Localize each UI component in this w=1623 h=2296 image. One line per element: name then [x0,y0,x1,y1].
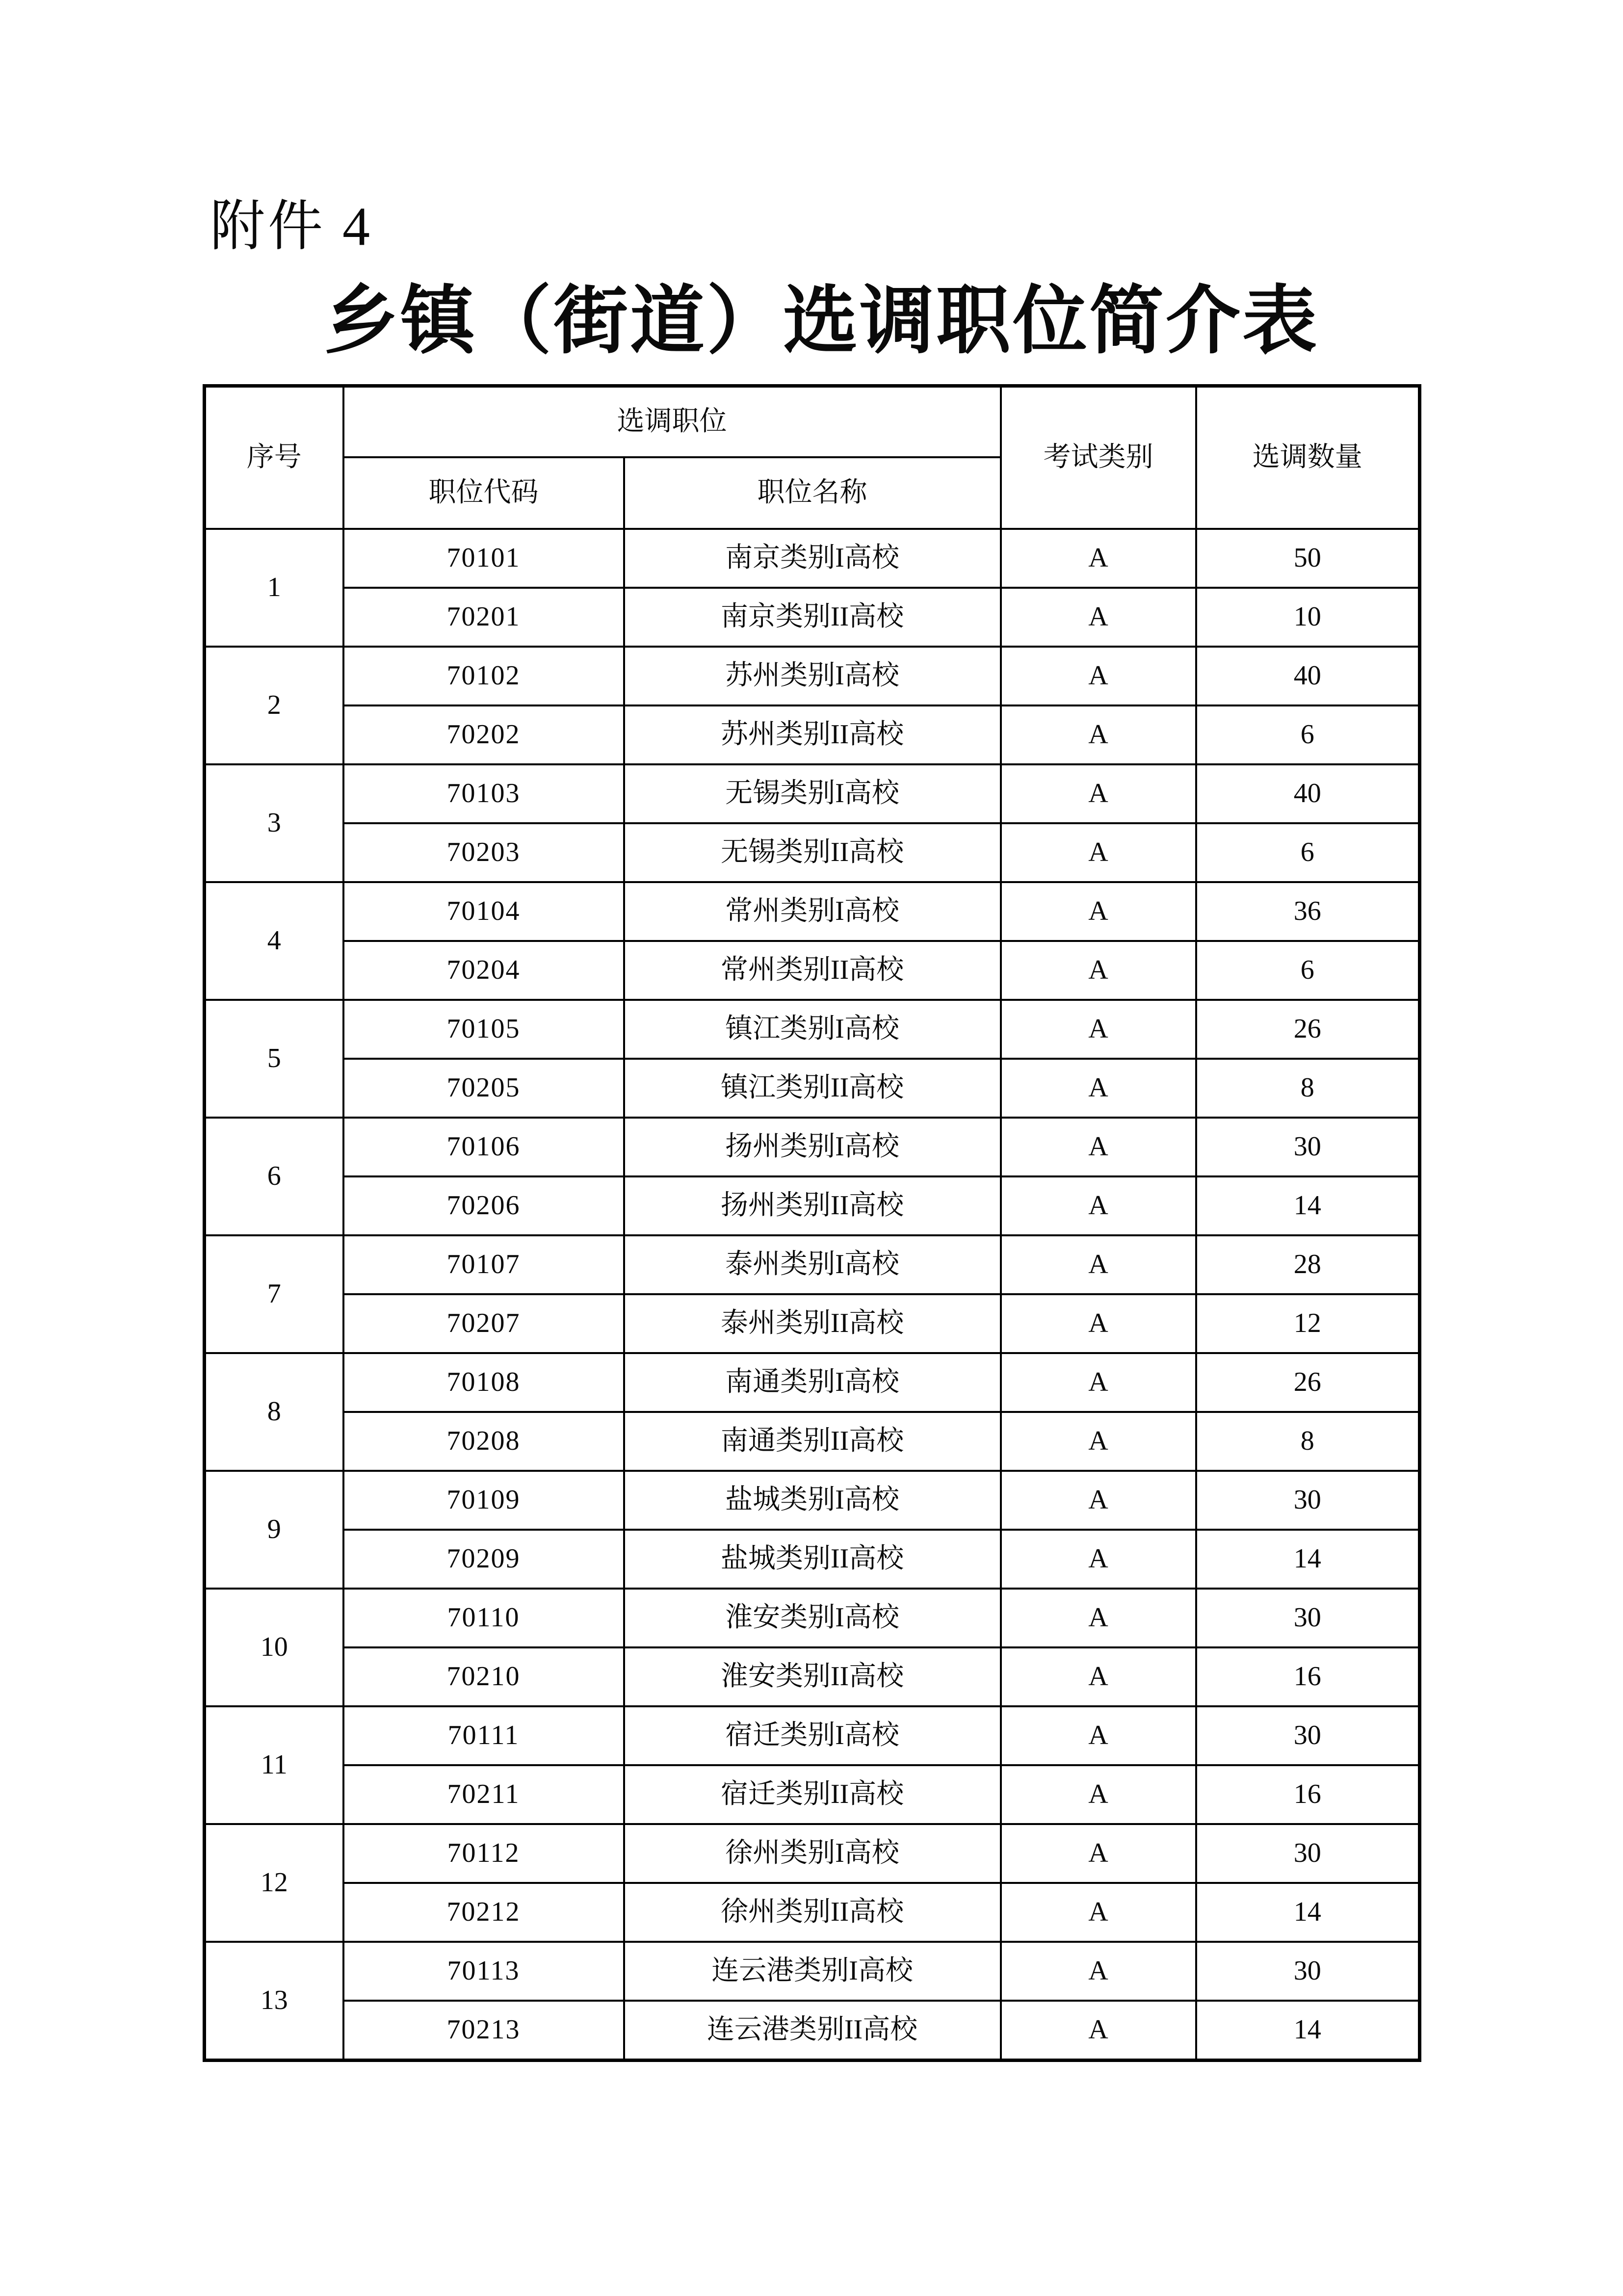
quantity-cell: 36 [1196,882,1420,941]
serial-cell: 10 [205,1589,343,1706]
header-exam-category: 考试类别 [1001,386,1196,529]
category-cell: A [1001,1118,1196,1176]
code-cell: 70204 [343,941,624,1000]
category-cell: A [1001,1471,1196,1530]
name-cell: 南通类别II高校 [624,1412,1001,1471]
serial-cell: 2 [205,647,343,764]
header-serial: 序号 [205,386,343,529]
header-position-name: 职位名称 [624,457,1001,529]
quantity-cell: 40 [1196,647,1420,705]
category-cell: A [1001,1235,1196,1294]
name-cell: 徐州类别II高校 [624,1883,1001,1942]
category-cell: A [1001,1824,1196,1883]
name-cell: 徐州类别I高校 [624,1824,1001,1883]
name-cell: 连云港类别II高校 [624,2001,1001,2061]
category-cell: A [1001,1589,1196,1647]
table-row [205,1589,1420,1647]
quantity-cell: 26 [1196,1000,1420,1059]
table-row [205,764,1420,823]
quantity-cell: 30 [1196,1471,1420,1530]
quantity-cell: 6 [1196,823,1420,882]
name-cell: 南通类别I高校 [624,1353,1001,1412]
code-cell: 70110 [343,1589,624,1647]
quantity-cell: 8 [1196,1412,1420,1471]
code-cell: 70210 [343,1647,624,1706]
positions-table [203,384,1421,2062]
name-cell: 无锡类别I高校 [624,764,1001,823]
code-cell: 70113 [343,1942,624,2001]
table-row [205,1235,1420,1294]
category-cell: A [1001,1059,1196,1118]
table-row [205,1294,1420,1353]
code-cell: 70109 [343,1471,624,1530]
category-cell: A [1001,1765,1196,1824]
code-cell: 70106 [343,1118,624,1176]
name-cell: 连云港类别I高校 [624,1942,1001,2001]
quantity-cell: 30 [1196,1942,1420,2001]
quantity-cell: 40 [1196,764,1420,823]
name-cell: 泰州类别II高校 [624,1294,1001,1353]
serial-cell: 7 [205,1235,343,1353]
table-row [205,1883,1420,1942]
quantity-cell: 14 [1196,1530,1420,1589]
category-cell: A [1001,705,1196,764]
name-cell: 苏州类别II高校 [624,705,1001,764]
quantity-cell: 28 [1196,1235,1420,1294]
category-cell: A [1001,1412,1196,1471]
category-cell: A [1001,1176,1196,1235]
category-cell: A [1001,1294,1196,1353]
name-cell: 扬州类别I高校 [624,1118,1001,1176]
quantity-cell: 30 [1196,1118,1420,1176]
name-cell: 盐城类别II高校 [624,1530,1001,1589]
category-cell: A [1001,1706,1196,1765]
table-row [205,1353,1420,1412]
serial-cell: 6 [205,1118,343,1235]
table-row [205,647,1420,705]
table-row [205,588,1420,647]
header-quantity: 选调数量 [1196,386,1420,529]
table-row [205,1824,1420,1883]
category-cell: A [1001,764,1196,823]
code-cell: 70101 [343,529,624,588]
code-cell: 70213 [343,2001,624,2061]
code-cell: 70208 [343,1412,624,1471]
page-title: 乡镇（街道）选调职位简介表 [324,280,1319,363]
code-cell: 70202 [343,705,624,764]
name-cell: 常州类别I高校 [624,882,1001,941]
quantity-cell: 30 [1196,1706,1420,1765]
name-cell: 无锡类别II高校 [624,823,1001,882]
serial-cell: 4 [205,882,343,1000]
quantity-cell: 6 [1196,705,1420,764]
quantity-cell: 30 [1196,1589,1420,1647]
quantity-cell: 16 [1196,1765,1420,1824]
table-row [205,529,1420,588]
code-cell: 70103 [343,764,624,823]
category-cell: A [1001,1942,1196,2001]
code-cell: 70207 [343,1294,624,1353]
name-cell: 镇江类别II高校 [624,1059,1001,1118]
code-cell: 70212 [343,1883,624,1942]
name-cell: 淮安类别II高校 [624,1647,1001,1706]
serial-cell: 8 [205,1353,343,1471]
table-row [205,1118,1420,1176]
code-cell: 70209 [343,1530,624,1589]
category-cell: A [1001,1647,1196,1706]
name-cell: 宿迁类别II高校 [624,1765,1001,1824]
quantity-cell: 50 [1196,529,1420,588]
name-cell: 宿迁类别I高校 [624,1706,1001,1765]
name-cell: 淮安类别I高校 [624,1589,1001,1647]
table-row [205,1530,1420,1589]
code-cell: 70105 [343,1000,624,1059]
category-cell: A [1001,1530,1196,1589]
header-position-code: 职位代码 [343,457,624,529]
table-row [205,1647,1420,1706]
table-row [205,705,1420,764]
name-cell: 扬州类别II高校 [624,1176,1001,1235]
serial-cell: 5 [205,1000,343,1118]
attachment-label: 附件 4 [210,196,373,257]
name-cell: 镇江类别I高校 [624,1000,1001,1059]
table-row [205,1176,1420,1235]
table-row [205,1765,1420,1824]
serial-cell: 1 [205,529,343,647]
quantity-cell: 30 [1196,1824,1420,1883]
code-cell: 70108 [343,1353,624,1412]
category-cell: A [1001,1353,1196,1412]
quantity-cell: 14 [1196,1176,1420,1235]
code-cell: 70201 [343,588,624,647]
name-cell: 盐城类别I高校 [624,1471,1001,1530]
name-cell: 泰州类别I高校 [624,1235,1001,1294]
table-row [205,1471,1420,1530]
table-row [205,882,1420,941]
table-row [205,1059,1420,1118]
code-cell: 70107 [343,1235,624,1294]
code-cell: 70205 [343,1059,624,1118]
name-cell: 苏州类别I高校 [624,647,1001,705]
category-cell: A [1001,588,1196,647]
quantity-cell: 10 [1196,588,1420,647]
table-row [205,1000,1420,1059]
name-cell: 南京类别I高校 [624,529,1001,588]
category-cell: A [1001,823,1196,882]
serial-cell: 13 [205,1942,343,2061]
code-cell: 70211 [343,1765,624,1824]
quantity-cell: 16 [1196,1647,1420,1706]
table-row [205,1706,1420,1765]
quantity-cell: 14 [1196,1883,1420,1942]
quantity-cell: 14 [1196,2001,1420,2061]
category-cell: A [1001,1000,1196,1059]
serial-cell: 12 [205,1824,343,1942]
table-row [205,941,1420,1000]
header-position-group: 选调职位 [343,386,1001,458]
table-row [205,2001,1420,2061]
serial-cell: 3 [205,764,343,882]
table-row [205,1942,1420,2001]
name-cell: 南京类别II高校 [624,588,1001,647]
category-cell: A [1001,882,1196,941]
category-cell: A [1001,647,1196,705]
category-cell: A [1001,529,1196,588]
quantity-cell: 6 [1196,941,1420,1000]
code-cell: 70104 [343,882,624,941]
category-cell: A [1001,941,1196,1000]
quantity-cell: 8 [1196,1059,1420,1118]
category-cell: A [1001,2001,1196,2061]
table-row [205,823,1420,882]
table-row [205,1412,1420,1471]
category-cell: A [1001,1883,1196,1942]
code-cell: 70102 [343,647,624,705]
serial-cell: 9 [205,1471,343,1589]
code-cell: 70206 [343,1176,624,1235]
serial-cell: 11 [205,1706,343,1824]
quantity-cell: 26 [1196,1353,1420,1412]
quantity-cell: 12 [1196,1294,1420,1353]
code-cell: 70203 [343,823,624,882]
name-cell: 常州类别II高校 [624,941,1001,1000]
code-cell: 70112 [343,1824,624,1883]
code-cell: 70111 [343,1706,624,1765]
